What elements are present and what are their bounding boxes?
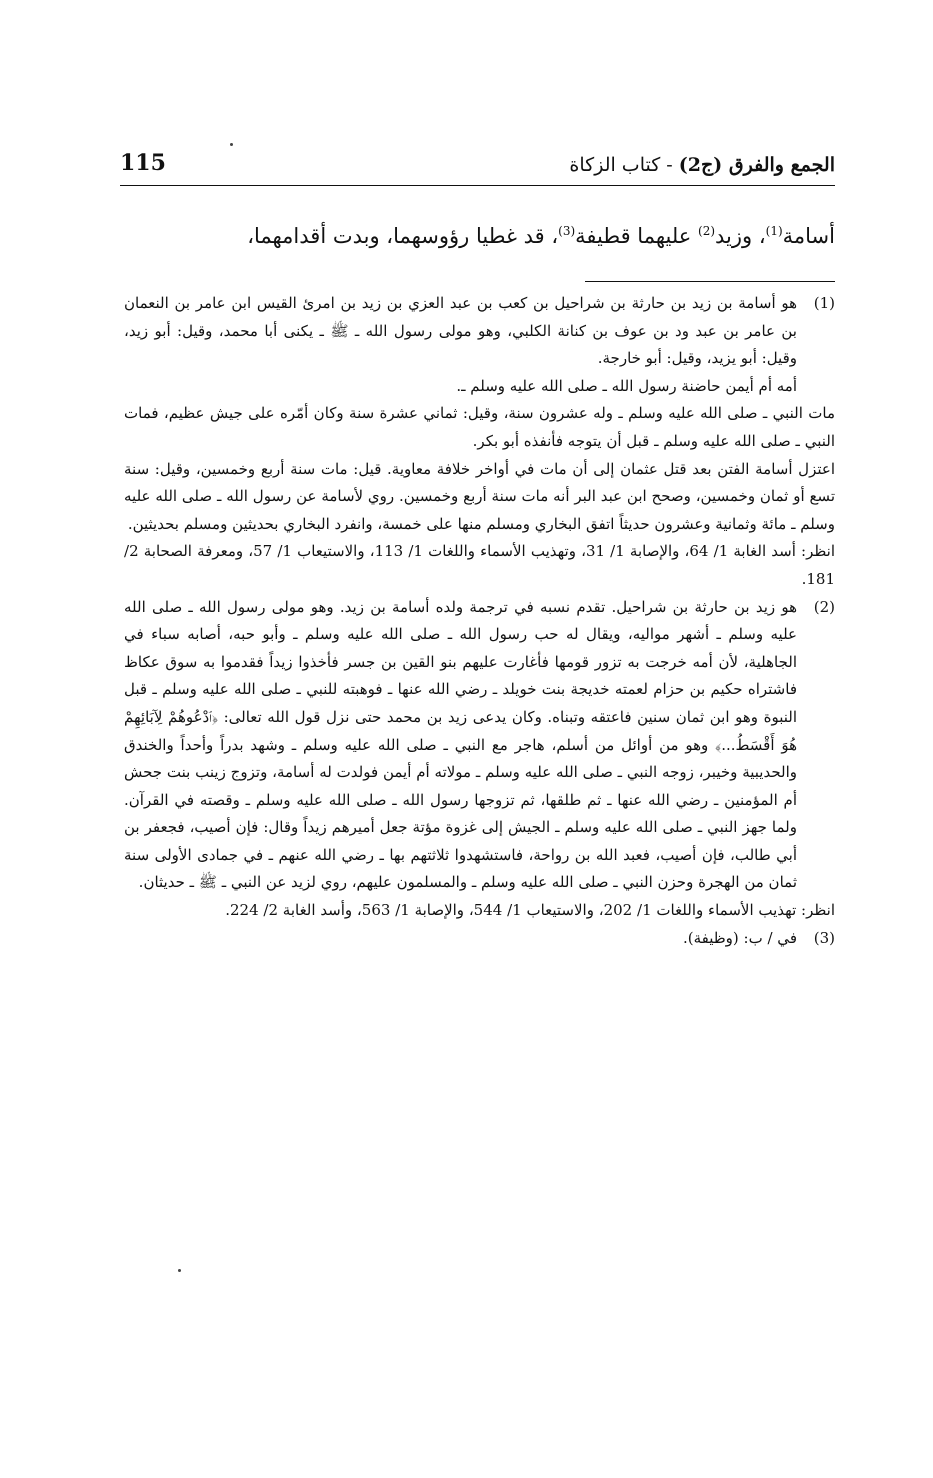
footnote-paragraph: هو أسامة بن زيد بن حارثة بن شراحيل بن كعب بن عبد العزي بن زيد بن امرئ القيس ابن عامر بن النعمان بن عامر بن عبد ود بن عوف بن كنانة الكلبي، وهو مولى رسول الله ـ ﷺ ـ يكنى أبا محمد، وقيل: أبو زيد، وقيل: أبو يزيد، وقيل: أبو خارجة. — [124, 294, 797, 368]
main-text-word: ، قد غطيا رؤوسهما، وبدت أقدامهما، — [247, 224, 559, 248]
main-text-word: ، وزيد — [715, 224, 766, 248]
footnote-paragraph: انظر: أسد الغابة 1/ 64، والإصابة 1/ 31، وتهذيب الأسماء واللغات 1/ 113، والاستيعاب 1/ 57، ومعرفة الصحابة 2/ 181. — [124, 542, 835, 588]
main-text — [120, 213, 835, 254]
footnote-paragraph: هو زيد بن حارثة بن شراحيل. تقدم نسبه في ترجمة ولده أسامة بن زيد. وهو مولى رسول الله ـ صلى الله عليه وسلم ـ أشهر مواليه، ويقال له حب رسول الله ـ صلى الله عليه وسلم ـ وأبو حبه، أصابه سباء في الجاهلية، لأن أمه خرجت به تزور قومها فأغارت عليهم بنو القين بن جسر فأخذوا زيداً فقدموا به سوق عكاظ فاشتراه حكيم بن حزام لعمته خديجة بنت خويلد ـ رضي الله عنها ـ فوهبته للنبي ـ صلى الله عليه وسلم ـ قبل النبوة وهو ابن ثمان سنين فاعتقه وتبناه. وكان يدعى زيد بن محمد حتى نزل قول الله تعالى: ﴿ٱدْعُوهُمْ لِآبَائِهِمْ هُوَ أَقْسَطُ...﴾ وهو من أوائل من أسلم، هاجر مع النبي ـ صلى الله عليه وسلم ـ وشهد بدراً وأحداً والخندق والحديبية وخيبر، زوجه النبي ـ صلى الله عليه وسلم ـ مولاته أم أيمن فولدت له أسامة، وتزوج زينب بنت جحش أم المؤمنين ـ رضي الله عنها ـ ثم طلقها، ثم تزوجها رسول الله ـ صلى الله عليه وسلم ـ وقصته في القرآن. ولما جهز النبي ـ صلى الله عليه وسلم ـ الجيش إلى غزوة مؤتة جعل أميرهم زيداً وقال: فإن أصيب، فجعفر بن أبي طالب، فإن أصيب، فعبد الله بن رواحة، فاستشهدوا ثلاثتهم بها ـ رضي الله عنهم ـ في جمادى الأولى سنة ثمان من الهجرة وحزن النبي ـ صلى الله عليه وسلم ـ والمسلمون عليهم، روي لزيد عن النبي ـ ﷺ ـ حديثان. — [124, 597, 797, 892]
footnotes — [124, 290, 835, 952]
running-head — [120, 150, 835, 176]
header-rule — [120, 185, 835, 186]
footnote-marker: (1) — [765, 224, 783, 238]
scan-speck — [230, 143, 233, 146]
footnote-marker: (3) — [558, 224, 576, 238]
scan-speck — [178, 1269, 181, 1272]
book-title: الجمع والفرق (ج2) — [678, 154, 835, 176]
footnote-paragraph: في / ب: (وظيفة). — [682, 928, 797, 947]
footnote-marker: (2) — [698, 224, 716, 238]
footnote-number: (3) — [813, 928, 835, 947]
running-title — [569, 154, 835, 176]
chapter-title: - كتاب الزكاة — [569, 154, 679, 176]
footnote-body — [124, 290, 836, 594]
footnote-body — [124, 925, 797, 953]
page-number: 115 — [120, 150, 166, 176]
footnote-1 — [124, 290, 835, 594]
footnote-paragraph: اعتزل أسامة الفتن بعد قتل عثمان إلى أن مات في أواخر خلافة معاوية. قيل: مات سنة أربع وخمسين، وقيل: سنة تسع أو ثمان وخمسين، وصحح ابن عبد البر أنه مات سنة أربع وخمسين. روي لأسامة عن رسول الله ـ صلى الله عليه وسلم ـ مائة وثمانية وعشرون حديثاً اتفق البخاري ومسلم منها على خمسة، وانفرد البخاري بحديثين ومسلم بحديثين. — [124, 459, 836, 533]
footnote-number: (2) — [813, 597, 835, 616]
main-text-word: أسامة — [782, 224, 835, 248]
main-text-word: عليهما قطيفة — [575, 224, 699, 248]
footnote-body — [124, 594, 835, 925]
footnote-3 — [124, 925, 835, 953]
footnote-separator — [585, 281, 835, 282]
footnote-paragraph: انظر: تهذيب الأسماء واللغات 1/ 202، والاستيعاب 1/ 544، والإصابة 1/ 563، وأسد الغابة 2/ 224. — [225, 901, 835, 920]
footnote-number: (1) — [813, 294, 835, 312]
footnote-2 — [124, 594, 835, 925]
footnote-paragraph: أمه أم أيمن حاضنة رسول الله ـ صلى الله عليه وسلم ـ. — [456, 376, 797, 395]
footnote-paragraph: مات النبي ـ صلى الله عليه وسلم ـ وله عشرون سنة، وقيل: ثماني عشرة سنة وكان أمّره على جيش عظيم، فمات النبي ـ صلى الله عليه وسلم ـ قبل أن يتوجه فأنفذه أبو بكر. — [124, 404, 835, 450]
